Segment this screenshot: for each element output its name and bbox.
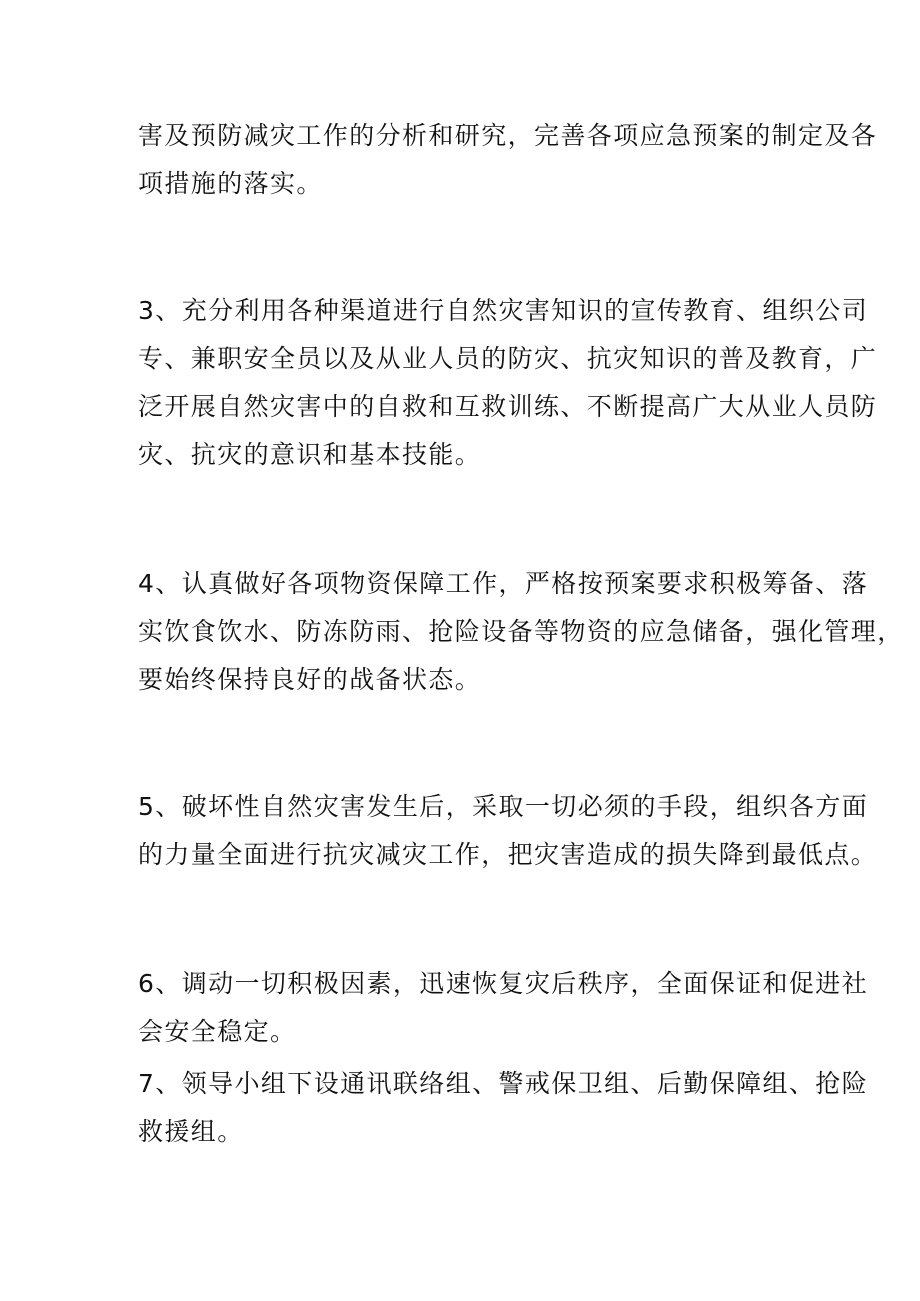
text-line: 项措施的落实。 [138, 169, 323, 198]
paragraph-item-4 [138, 560, 904, 704]
text-line: 会安全稳定。 [138, 1017, 297, 1046]
text-line: 5、破坏性自然灾害发生后，采取一切必须的手段，组织各方面 [138, 792, 869, 821]
paragraph-item-7 [138, 1060, 869, 1156]
text-line: 灾、抗灾的意识和基本技能。 [138, 440, 482, 469]
text-line: 专、兼职安全员以及从业人员的防灾、抗灾知识的普及教育，广 [138, 344, 878, 373]
paragraph-continuation [138, 112, 878, 208]
text-line: 的力量全面进行抗灾减灾工作，把灾害造成的损失降到最低点。 [138, 840, 878, 869]
text-line: 6、调动一切积极因素，迅速恢复灾后秩序，全面保证和促进社 [138, 969, 869, 998]
paragraph-item-6 [138, 960, 869, 1056]
text-line: 7、领导小组下设通讯联络组、警戒保卫组、后勤保障组、抢险 [138, 1069, 869, 1098]
text-line: 救援组。 [138, 1117, 244, 1146]
paragraph-item-3 [138, 287, 878, 479]
text-line: 实饮食饮水、防冻防雨、抢险设备等物资的应急储备，强化管理， [138, 617, 904, 646]
text-line: 害及预防减灾工作的分析和研究，完善各项应急预案的制定及各 [138, 121, 878, 150]
text-line: 泛开展自然灾害中的自救和互救训练、不断提高广大从业人员防 [138, 392, 878, 421]
text-line: 4、认真做好各项物资保障工作，严格按预案要求积极筹备、落 [138, 569, 869, 598]
text-line: 要始终保持良好的战备状态。 [138, 665, 482, 694]
paragraph-item-5 [138, 783, 878, 879]
text-line: 3、充分利用各种渠道进行自然灾害知识的宣传教育、组织公司 [138, 296, 869, 325]
